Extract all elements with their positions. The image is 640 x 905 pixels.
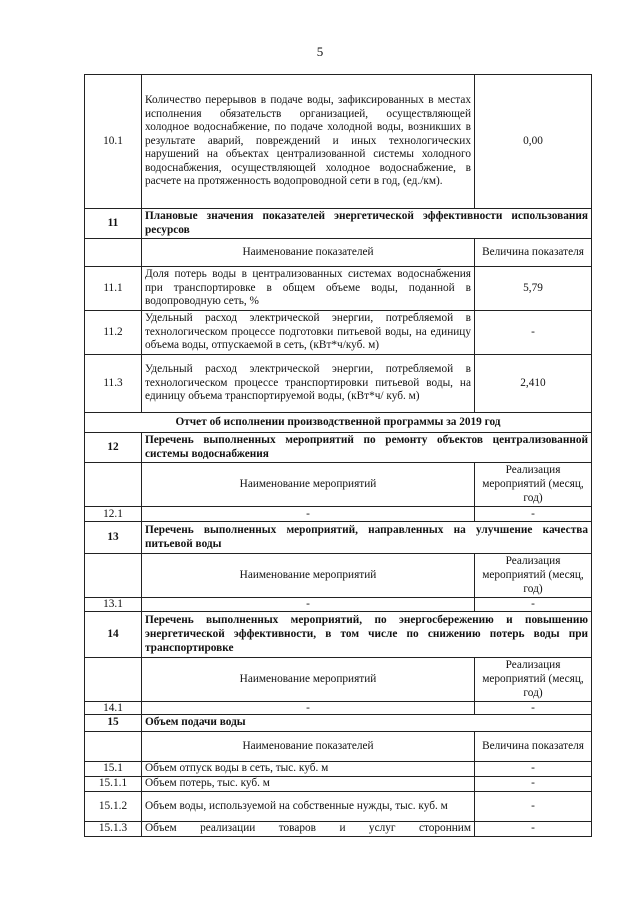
table-row — [85, 75, 592, 209]
empty-cell — [85, 658, 142, 702]
section-number: 13 — [85, 522, 142, 554]
section-header-row — [85, 612, 592, 658]
section-header-row — [85, 715, 592, 732]
row-number: 11.3 — [85, 355, 142, 413]
activity-name: - — [142, 702, 475, 715]
table-row — [85, 355, 592, 413]
column-header-row — [85, 554, 592, 598]
indicator-name: Объем потерь, тыс. куб. м — [142, 776, 475, 791]
activity-name: - — [142, 598, 475, 612]
column-header-row — [85, 658, 592, 702]
column-header-value: Реализация мероприятий (месяц, год) — [475, 658, 592, 702]
empty-cell — [85, 731, 142, 761]
indicator-name: Объем отпуск воды в сеть, тыс. куб. м — [142, 761, 475, 776]
indicator-name: Удельный расход электрической энергии, потребляемой в технологическом процессе транспортировки питьевой воды, на единицу объема транспортируемой воды, (кВт*ч/ куб. м) — [142, 355, 475, 413]
column-header-name: Наименование показателей — [142, 731, 475, 761]
column-header-value: Величина показателя — [475, 731, 592, 761]
table-row — [85, 702, 592, 715]
column-header-row — [85, 239, 592, 267]
indicator-value: 2,410 — [475, 355, 592, 413]
column-header-value: Реализация мероприятий (месяц, год) — [475, 554, 592, 598]
row-number: 10.1 — [85, 75, 142, 209]
row-number: 13.1 — [85, 598, 142, 612]
row-number: 15.1.1 — [85, 776, 142, 791]
section-number: 12 — [85, 433, 142, 463]
table-row — [85, 267, 592, 311]
row-number: 15.1.3 — [85, 821, 142, 836]
section-number: 15 — [85, 715, 142, 732]
column-header-row — [85, 463, 592, 507]
indicator-value: - — [475, 761, 592, 776]
indicator-value: - — [475, 776, 592, 791]
section-title: Объем подачи воды — [142, 715, 592, 732]
column-header-name: Наименование показателей — [142, 239, 475, 267]
row-number: 12.1 — [85, 507, 142, 522]
column-header-row — [85, 731, 592, 761]
indicator-name: Удельный расход электрической энергии, потребляемой в технологическом процессе подготовки питьевой воды, на единицу объема воды, отпускаемой в сеть, (кВт*ч/куб. м) — [142, 311, 475, 355]
report-title: Отчет об исполнении производственной программы за 2019 год — [85, 413, 592, 433]
section-header-row — [85, 209, 592, 239]
indicator-name: Количество перерывов в подаче воды, зафиксированных в местах исполнения обязательств организацией, осуществляющей холодное водоснабжение, по подаче холодной воды, возникших в результате аварий, повреждений и иных технологических нарушений на объектах централизованной системы холодного водоснабжения, осуществляющей холодное водоснабжение, в расчете на протяженность водопроводной сети в год, (ед./км). — [142, 75, 475, 209]
activity-value: - — [475, 507, 592, 522]
column-header-name: Наименование мероприятий — [142, 554, 475, 598]
section-title: Плановые значения показателей энергетической эффективности использования ресурсов — [142, 209, 592, 239]
indicator-value: - — [475, 791, 592, 821]
table-row — [85, 507, 592, 522]
section-title: Перечень выполненных мероприятий, по энергосбережению и повышению энергетической эффективности, в том числе по снижению потерь воды при транспортировке — [142, 612, 592, 658]
program-table — [84, 74, 592, 837]
table-row — [85, 821, 592, 836]
empty-cell — [85, 554, 142, 598]
page-number: 5 — [316, 44, 324, 59]
activity-value: - — [475, 598, 592, 612]
section-header-row — [85, 522, 592, 554]
row-number: 11.2 — [85, 311, 142, 355]
indicator-value: - — [475, 821, 592, 836]
section-header-row — [85, 433, 592, 463]
row-number: 11.1 — [85, 267, 142, 311]
table-row — [85, 791, 592, 821]
report-title-row — [85, 413, 592, 433]
indicator-value: 0,00 — [475, 75, 592, 209]
row-number: 15.1.2 — [85, 791, 142, 821]
indicator-name: Объем реализации товаров и услуг сторонним — [142, 821, 475, 836]
section-number: 11 — [85, 209, 142, 239]
indicator-name: Доля потерь воды в централизованных системах водоснабжения при транспортировке в общем объеме воды, поданной в водопроводную сеть, % — [142, 267, 475, 311]
activity-value: - — [475, 702, 592, 715]
activity-name: - — [142, 507, 475, 522]
table-row — [85, 598, 592, 612]
empty-cell — [85, 463, 142, 507]
column-header-name: Наименование мероприятий — [142, 658, 475, 702]
column-header-name: Наименование мероприятий — [142, 463, 475, 507]
indicator-value: 5,79 — [475, 267, 592, 311]
table-row — [85, 776, 592, 791]
empty-cell — [85, 239, 142, 267]
indicator-value: - — [475, 311, 592, 355]
indicator-name: Объем воды, используемой на собственные нужды, тыс. куб. м — [142, 791, 475, 821]
section-title: Перечень выполненных мероприятий по ремонту объектов централизованной системы водоснабжения — [142, 433, 592, 463]
table-row — [85, 311, 592, 355]
row-number: 15.1 — [85, 761, 142, 776]
section-title: Перечень выполненных мероприятий, направленных на улучшение качества питьевой воды — [142, 522, 592, 554]
section-number: 14 — [85, 612, 142, 658]
row-number: 14.1 — [85, 702, 142, 715]
column-header-value: Величина показателя — [475, 239, 592, 267]
table-row — [85, 761, 592, 776]
column-header-value: Реализация мероприятий (месяц, год) — [475, 463, 592, 507]
